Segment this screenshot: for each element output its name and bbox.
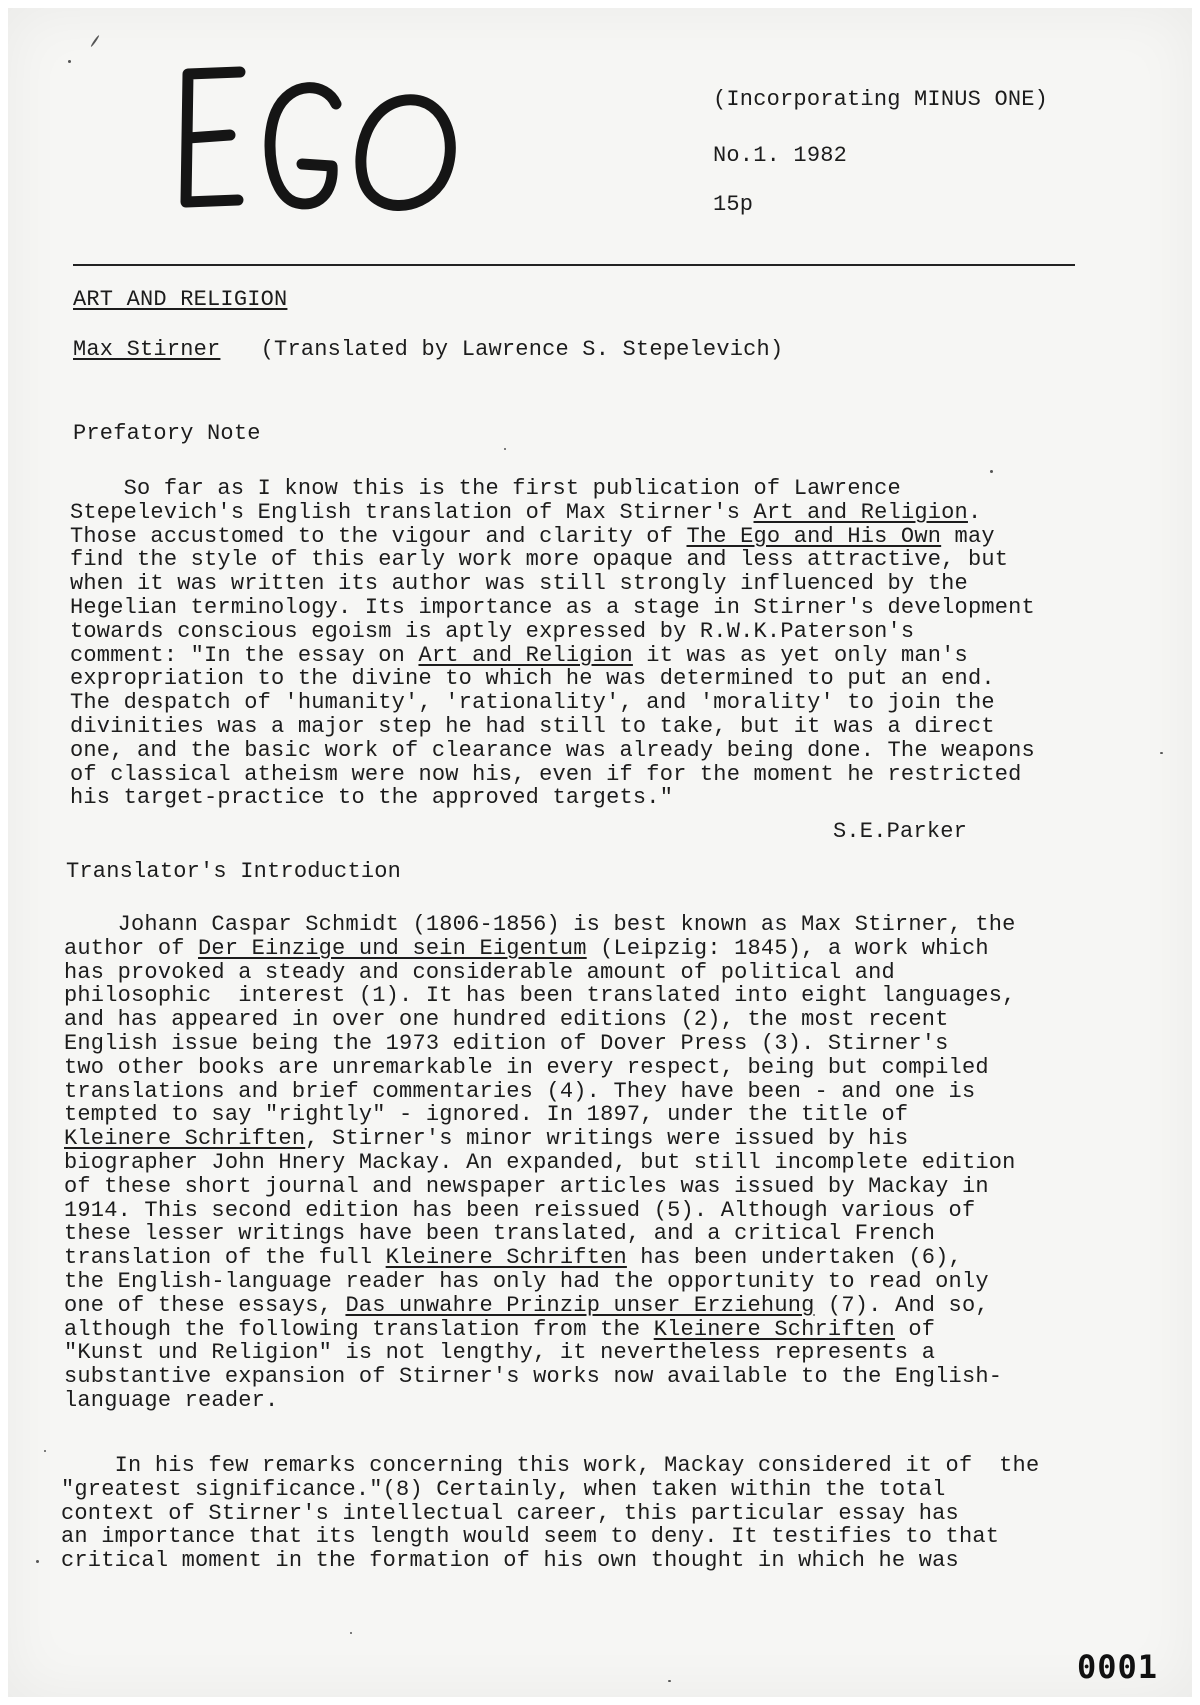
prefatory-heading: Prefatory Note <box>73 421 261 446</box>
scan-speck <box>68 60 71 63</box>
text-line: "Kunst und Religion" is not lengthy, it nevertheless represents a <box>64 1340 936 1366</box>
text-line: has provoked a steady and considerable amount of political and <box>64 959 895 985</box>
underlined-title: Kleinere Schriften <box>385 1245 627 1271</box>
translator-credit: (Translated by Lawrence S. Stepelevich) <box>260 337 784 362</box>
text-line: Kleinere Schriften, Stirner's minor writings were issued by his <box>64 1126 909 1152</box>
text-line: substantive expansion of Stirner's works now available to the English- <box>64 1364 1003 1390</box>
underlined-title: Art and Religion <box>753 499 968 525</box>
text-line: author of Der Einzige und sein Eigentum (Leipzig: 1845), a work which <box>64 935 989 961</box>
text-line: these lesser writings have been translated, and a critical French <box>64 1221 936 1247</box>
introduction-paragraph-2 <box>61 1454 1039 1573</box>
text-line: context of Stirner's intellectual career, this particular essay has <box>61 1500 959 1526</box>
text-line: when it was written its author was still strongly influenced by the <box>70 571 968 597</box>
introduction-heading: Translator's Introduction <box>66 859 402 884</box>
text-line: translations and brief commentaries (4). They have been - and one is <box>64 1078 976 1104</box>
underlined-title: Art and Religion <box>418 642 633 668</box>
scan-speck <box>1160 752 1163 754</box>
issue-number: No.1. 1982 <box>713 143 848 168</box>
page-number: 0001 <box>1076 1648 1158 1686</box>
scan-speck <box>44 1450 46 1452</box>
underlined-title: Kleinere Schriften <box>64 1126 306 1152</box>
text-line: find the style of this early work more opaque and less attractive, but <box>70 547 1009 573</box>
text-line: expropriation to the divine to which he was determined to put an end. <box>70 666 995 692</box>
text-line: philosophic interest (1). It has been translated into eight languages, <box>64 983 1016 1009</box>
text-line: "greatest significance."(8) Certainly, when taken within the total <box>61 1476 946 1502</box>
prefatory-signature: S.E.Parker <box>833 819 968 844</box>
introduction-paragraph-1 <box>64 913 1016 1413</box>
text-line: Hegelian terminology. Its importance as a stage in Stirner's development <box>70 594 1035 620</box>
text-line: towards conscious egoism is aptly expressed by R.W.K.Paterson's <box>70 618 915 644</box>
text-line: biographer John Hnery Mackay. An expanded, but still incomplete edition <box>64 1149 1016 1175</box>
scan-speck <box>990 470 993 473</box>
text-line: divinities was a major step he had still to take, but it was a direct <box>70 713 995 739</box>
byline <box>73 338 783 362</box>
text-line: English issue being the 1973 edition of Dover Press (3). Stirner's <box>64 1030 949 1056</box>
author-name: Max Stirner <box>73 337 221 362</box>
text-line: one, and the basic work of clearance was already being done. The weapons <box>70 737 1035 763</box>
text-line: language reader. <box>64 1387 279 1413</box>
scanned-page <box>8 8 1192 1697</box>
scan-speck <box>36 1560 39 1563</box>
price: 15p <box>713 192 754 217</box>
text-line: of classical atheism were now his, even if for the moment he restricted <box>70 761 1022 787</box>
text-line: two other books are unremarkable in every respect, being but compiled <box>64 1054 989 1080</box>
text-line: So far as I know this is the first publication of Lawrence <box>70 476 901 501</box>
article-title: ART AND RELIGION <box>73 287 288 312</box>
underlined-title: Der Einzige und sein Eigentum <box>198 935 587 961</box>
text-line: and has appeared in over one hundred editions (2), the most recent <box>64 1007 949 1033</box>
text-line: an importance that its length would seem to deny. It testifies to that <box>61 1524 1000 1550</box>
text-line: Those accustomed to the vigour and clarity of The Ego and His Own may <box>70 523 995 549</box>
scan-speck <box>668 1680 671 1682</box>
text-line: translation of the full Kleinere Schriften has been undertaken (6), <box>64 1245 962 1271</box>
text-line: his target-practice to the approved targets." <box>70 785 674 811</box>
prefatory-body <box>70 477 1035 810</box>
underlined-title: The Ego and His Own <box>686 523 942 549</box>
incorporating-note: (Incorporating MINUS ONE) <box>713 87 1049 112</box>
text-line: The despatch of 'humanity', 'rationality', and 'morality' to join the <box>70 690 995 716</box>
scan-speck <box>350 1632 352 1634</box>
text-line: Stepelevich's English translation of Max Stirner's Art and Religion. <box>70 499 982 525</box>
text-line: of these short journal and newspaper articles was issued by Mackay in <box>64 1173 989 1199</box>
ego-logo <box>178 42 478 242</box>
text-line: tempted to say "rightly" - ignored. In 1897, under the title of <box>64 1102 909 1128</box>
text-line: 1914. This second edition has been reissued (5). Although various of <box>64 1197 976 1223</box>
text-line: critical moment in the formation of his own thought in which he was <box>61 1548 959 1574</box>
scan-speck <box>504 448 506 450</box>
underlined-title: Das unwahre Prinzip unser Erziehung <box>345 1292 815 1318</box>
text-line: the English-language reader has only had the opportunity to read only <box>64 1268 989 1294</box>
text-line: although the following translation from the Kleinere Schriften of <box>64 1316 936 1342</box>
underlined-title: Kleinere Schriften <box>653 1316 895 1342</box>
header-rule <box>73 264 1075 266</box>
text-line: one of these essays, Das unwahre Prinzip unser Erziehung (7). And so, <box>64 1292 989 1318</box>
text-line: comment: "In the essay on Art and Religion it was as yet only man's <box>70 642 968 668</box>
text-line: In his few remarks concerning this work, Mackay considered it of the <box>61 1453 1040 1478</box>
text-line: Johann Caspar Schmidt (1806-1856) is best known as Max Stirner, the <box>64 912 1016 937</box>
